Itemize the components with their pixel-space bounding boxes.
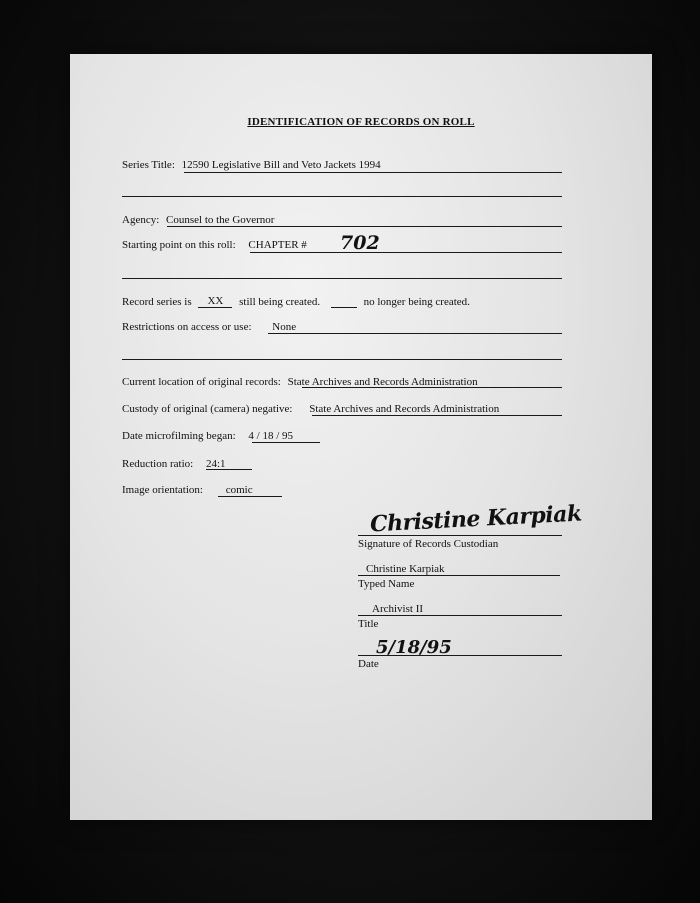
no-longer-text: no longer being created. <box>363 296 470 308</box>
starting-point-line <box>250 252 562 253</box>
title-label: Title <box>358 618 379 630</box>
title-line <box>358 615 562 616</box>
date-handwritten: 5/18/95 <box>376 637 452 658</box>
document-title: IDENTIFICATION OF RECORDS ON ROLL <box>247 116 475 128</box>
date-line <box>358 655 562 656</box>
reduction-line <box>206 469 252 470</box>
date-began-label: Date microfilming began: <box>122 430 236 442</box>
custodian-signature: Christine Karpiak <box>369 500 583 538</box>
custody-label: Custody of original (camera) negative: <box>122 403 293 415</box>
date-began-line <box>252 442 320 443</box>
date-label: Date <box>358 658 379 670</box>
custody-value: State Archives and Records Administration <box>309 403 500 415</box>
reduction-label: Reduction ratio: <box>122 458 194 470</box>
typed-name-label: Typed Name <box>358 578 415 590</box>
typed-name-value: Christine Karpiak <box>366 563 445 575</box>
no-longer-blank <box>331 297 357 308</box>
agency-line <box>167 226 562 227</box>
orientation-line <box>218 496 282 497</box>
chapter-number-handwritten: 702 <box>340 232 380 254</box>
orientation-label: Image orientation: <box>122 484 203 496</box>
date-began-value: 4 / 18 / 95 <box>248 430 294 442</box>
reduction-value: 24:1 <box>205 458 226 470</box>
title-value: Archivist II <box>372 603 424 615</box>
reduction-row <box>122 458 562 472</box>
document-page <box>70 54 652 820</box>
location-line <box>302 387 562 388</box>
signature-line <box>358 535 562 536</box>
starting-point-value: CHAPTER # <box>248 239 307 251</box>
series-title-value: 12590 Legislative Bill and Veto Jackets 1994 <box>181 159 381 171</box>
blank-line-3 <box>122 359 562 360</box>
signature-label: Signature of Records Custodian <box>358 538 499 550</box>
custody-line <box>312 415 562 416</box>
location-label: Current location of original records: <box>122 376 281 388</box>
record-series-label: Record series is <box>122 296 192 308</box>
starting-point-label: Starting point on this roll: <box>122 239 236 251</box>
series-title-line <box>184 172 562 173</box>
restrictions-line <box>268 333 562 334</box>
series-title-row <box>122 159 562 173</box>
still-created-mark: XX <box>198 295 232 308</box>
blank-line-2 <box>122 278 562 279</box>
location-value: State Archives and Records Administration <box>287 376 478 388</box>
record-series-row <box>122 295 562 309</box>
restrictions-label: Restrictions on access or use: <box>122 321 252 333</box>
still-created-text: still being created. <box>239 296 321 308</box>
orientation-row <box>122 484 562 498</box>
restrictions-value: None <box>272 321 297 333</box>
series-title-label: Series Title: <box>122 159 175 171</box>
agency-value: Counsel to the Governor <box>166 214 275 226</box>
agency-label: Agency: <box>122 214 160 226</box>
blank-line-1 <box>122 196 562 197</box>
date-began-row <box>122 430 562 444</box>
orientation-value: comic <box>225 484 253 496</box>
typed-name-line <box>358 575 560 576</box>
